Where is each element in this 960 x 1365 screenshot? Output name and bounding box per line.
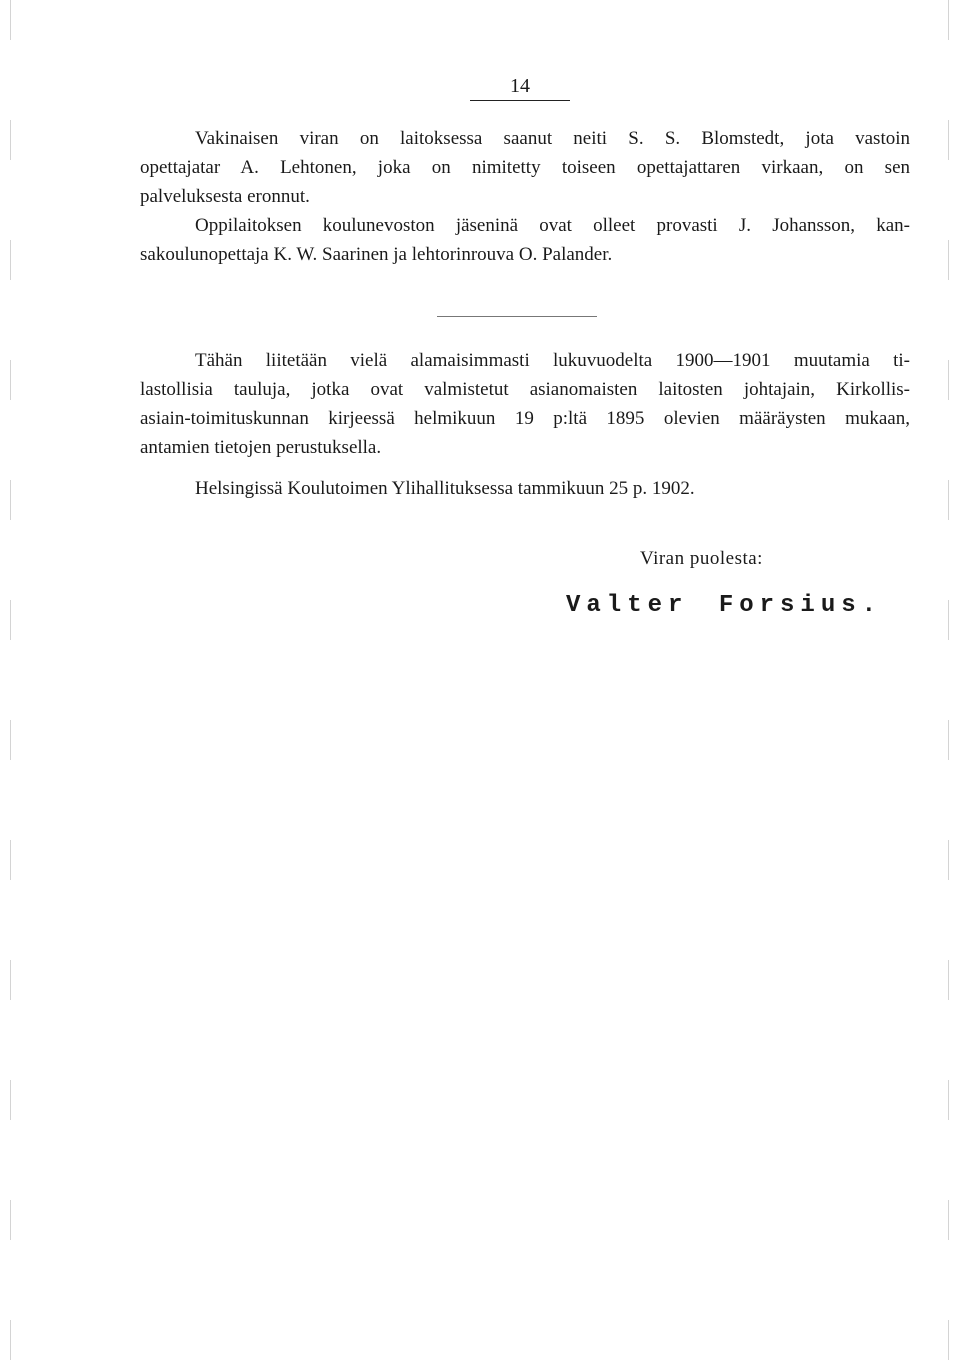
text-line: palveluksesta eronnut. [140,186,310,207]
signature-name: Valter Forsius. [566,592,883,619]
text-line: opettajatar A. Lehtonen, joka on nimitetty toiseen opettajattaren virkaan, on sen [140,157,910,178]
signature-title: Viran puolesta: [640,548,763,569]
text-line: asiain-toimituskunnan kirjeessä helmikuun 19 p:ltä 1895 olevien määräysten mukaan, [140,408,910,429]
text-line: antamien tietojen perustuksella. [140,437,382,458]
text-line: lastollisia tauluja, jotka ovat valmistetut asianomaisten laitosten johtajain, Kirkollis- [140,379,910,400]
paragraph-appointments [140,124,910,211]
scan-edge-right [948,0,949,1365]
section-divider [437,316,597,317]
page-number: 14 [470,74,570,101]
text-line: sakoulunopettaja K. W. Saarinen ja lehtorinrouva O. Palander. [140,244,613,265]
text-line: Vakinaisen viran on laitoksessa saanut neiti S. S. Blomstedt, jota vastoin [195,128,910,149]
scan-edge-left [10,0,11,1365]
text-line: Tähän liitetään vielä alamaisimmasti lukuvuodelta 1900—1901 muutamia ti- [195,350,910,371]
text-line: Oppilaitoksen koulunevoston jäseninä ovat olleet provasti J. Johansson, kan- [195,215,910,236]
paragraph-board-members [140,211,910,269]
paragraph-place-date [140,474,910,503]
text-line: Helsingissä Koulutoimen Ylihallituksessa tammikuun 25 p. 1902. [195,478,695,499]
paragraph-statistics [140,346,910,462]
